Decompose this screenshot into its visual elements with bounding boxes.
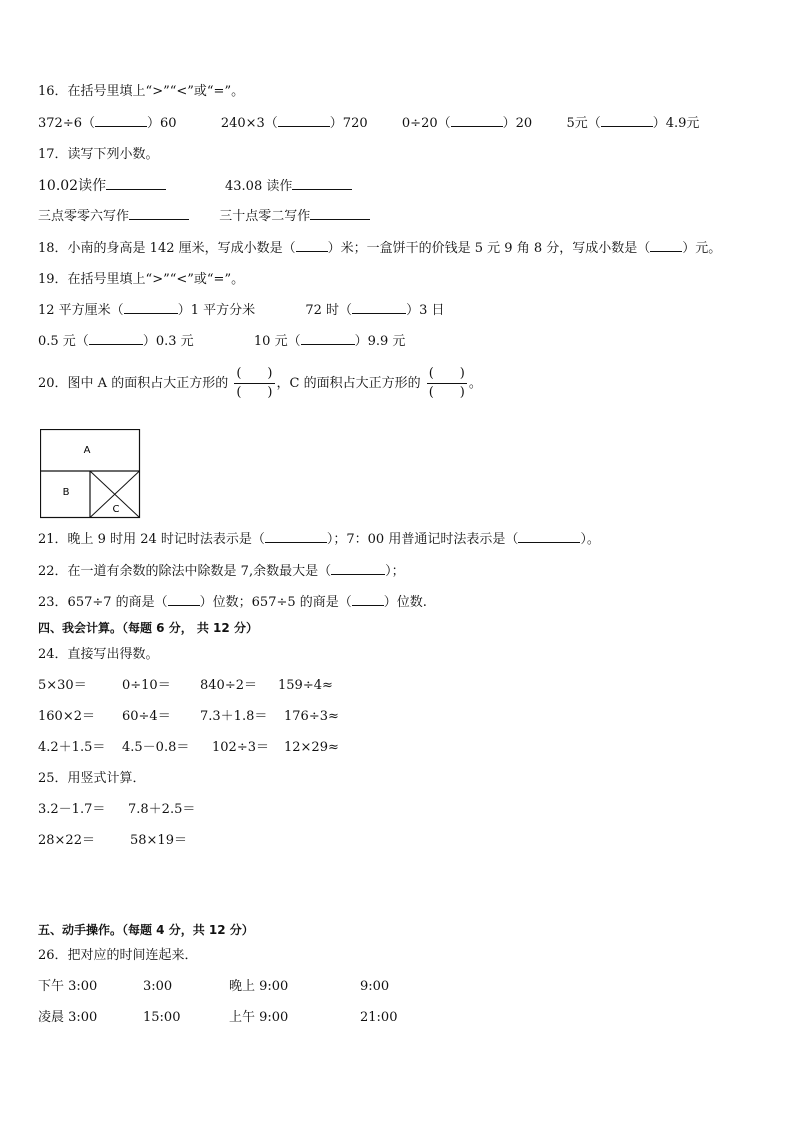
q16-item-2b: ）720 bbox=[329, 116, 368, 131]
q24-cell: 160×2＝ bbox=[38, 709, 95, 724]
answer-blank[interactable] bbox=[89, 332, 143, 345]
q24-cell: 4.2＋1.5＝ bbox=[38, 740, 106, 755]
q19-r1c: 72 时（ bbox=[305, 303, 353, 318]
answer-blank[interactable] bbox=[352, 301, 406, 314]
q22-p1: 22．在一道有余数的除法中除数是 7,余数最大是（ bbox=[38, 564, 332, 579]
q23-p1: 23．657÷7 的商是（ bbox=[38, 595, 168, 610]
q19-r2c: 10 元（ bbox=[253, 334, 301, 349]
fraction-denominator: ( ) bbox=[236, 385, 273, 400]
q24-title: 24．直接写出得数。 bbox=[38, 647, 159, 662]
label-b: B bbox=[62, 487, 70, 498]
q22 bbox=[38, 562, 405, 582]
q19-row1 bbox=[38, 301, 444, 321]
q22-p2: ）； bbox=[385, 564, 405, 579]
answer-blank[interactable] bbox=[310, 207, 370, 220]
label-c: C bbox=[112, 504, 120, 515]
q18-p1: 18．小南的身高是 142 厘米，写成小数是（ bbox=[38, 241, 296, 256]
q25-cell: 7.8＋2.5＝ bbox=[128, 802, 196, 817]
q24-cell: 159÷4≈ bbox=[278, 678, 333, 693]
answer-blank[interactable] bbox=[278, 114, 330, 127]
q16-item-3: 0÷20（ bbox=[401, 116, 451, 131]
q17-c: 三点零零六写作 bbox=[38, 209, 130, 224]
q24-cell: 0÷10＝ bbox=[122, 678, 171, 693]
q26-cell[interactable]: 晚上 9:00 bbox=[229, 979, 289, 994]
answer-blank[interactable] bbox=[95, 114, 147, 127]
q19-r2b: ）0.3 元 bbox=[142, 334, 194, 349]
answer-blank[interactable] bbox=[331, 562, 385, 575]
q18 bbox=[38, 239, 721, 259]
q24-cell: 12×29≈ bbox=[284, 740, 339, 755]
q24-cell: 4.5－0.8＝ bbox=[122, 740, 190, 755]
section-4-title: 四、我会计算。（每题 6 分， 共 12 分） bbox=[38, 621, 258, 635]
q26-cell[interactable]: 15:00 bbox=[143, 1010, 181, 1025]
square-figure bbox=[40, 429, 142, 519]
answer-blank[interactable] bbox=[106, 177, 166, 190]
q23 bbox=[38, 593, 427, 613]
q21-p2: ）；7：00 用普通记时法表示是（ bbox=[326, 532, 519, 547]
q26-cell[interactable]: 凌晨 3:00 bbox=[38, 1010, 98, 1025]
answer-blank[interactable] bbox=[352, 593, 384, 606]
q26-cell[interactable]: 21:00 bbox=[360, 1010, 398, 1025]
q26-cell[interactable]: 9:00 bbox=[360, 979, 390, 994]
q25-cell: 58×19＝ bbox=[130, 833, 187, 848]
q19-r1a: 12 平方厘米（ bbox=[38, 303, 124, 318]
answer-blank[interactable] bbox=[601, 114, 653, 127]
q16-title: 16．在括号里填上“>”“<”或“=”。 bbox=[38, 84, 245, 99]
q24-cell: 840÷2＝ bbox=[200, 678, 257, 693]
q19-r2d: ）9.9 元 bbox=[354, 334, 406, 349]
q24-cell: 7.3＋1.8＝ bbox=[200, 709, 268, 724]
q16-item-2: 240×3（ bbox=[220, 116, 278, 131]
q16-item-1b: ）60 bbox=[146, 116, 177, 131]
q16-item-4b: ）4.9元 bbox=[652, 116, 700, 131]
q26-cell[interactable]: 下午 3:00 bbox=[38, 979, 98, 994]
answer-blank[interactable] bbox=[518, 530, 580, 543]
q21-p1: 21．晚上 9 时用 24 时记时法表示是（ bbox=[38, 532, 265, 547]
q21 bbox=[38, 530, 600, 550]
answer-blank[interactable] bbox=[301, 332, 355, 345]
answer-blank[interactable] bbox=[265, 530, 327, 543]
q17-title: 17．读写下列小数。 bbox=[38, 147, 159, 162]
q20-p2: ，C 的面积占大正方形的 bbox=[276, 376, 421, 391]
q21-p3: ）。 bbox=[580, 532, 600, 547]
answer-blank[interactable] bbox=[292, 177, 352, 190]
q20-p1: 20．图中 A 的面积占大正方形的 bbox=[38, 376, 229, 391]
q19-r1d: ）3 日 bbox=[406, 303, 445, 318]
q23-p2: ）位数；657÷5 的商是（ bbox=[199, 595, 352, 610]
fraction-blank-c[interactable] bbox=[427, 365, 467, 402]
fraction-denominator: ( ) bbox=[428, 385, 465, 400]
q17-d: 三十点零二写作 bbox=[219, 209, 311, 224]
q19-title: 19．在括号里填上“>”“<”或“=”。 bbox=[38, 272, 245, 287]
q19-r2a: 0.5 元（ bbox=[38, 334, 89, 349]
q25-title: 25．用竖式计算． bbox=[38, 771, 146, 786]
q24-cell: 176÷3≈ bbox=[284, 709, 339, 724]
q17-a: 10.02读作 bbox=[38, 178, 107, 194]
q16-item-1: 372÷6（ bbox=[38, 116, 95, 131]
q20-p3: 。 bbox=[468, 376, 482, 391]
q19-row2 bbox=[38, 332, 405, 352]
answer-blank[interactable] bbox=[129, 207, 189, 220]
q25-cell: 3.2－1.7＝ bbox=[38, 802, 106, 817]
q16-item-3b: ）20 bbox=[502, 116, 533, 131]
answer-blank[interactable] bbox=[168, 593, 200, 606]
q26-cell[interactable]: 3:00 bbox=[143, 979, 173, 994]
answer-blank[interactable] bbox=[650, 239, 682, 252]
q17-row2 bbox=[38, 207, 370, 227]
q17-row1 bbox=[38, 176, 352, 197]
q20 bbox=[38, 364, 482, 404]
label-a: A bbox=[83, 445, 91, 456]
q18-p2: ）米；一盒饼干的价钱是 5 元 9 角 8 分，写成小数是（ bbox=[327, 241, 651, 256]
q16-item-4: 5元（ bbox=[566, 116, 601, 131]
fraction-blank-a[interactable] bbox=[234, 365, 274, 402]
q16-row bbox=[38, 114, 699, 134]
q24-cell: 102÷3＝ bbox=[212, 740, 269, 755]
answer-blank[interactable] bbox=[451, 114, 503, 127]
q25-cell: 28×22＝ bbox=[38, 833, 95, 848]
q18-p3: ）元。 bbox=[682, 241, 722, 256]
q26-title: 26．把对应的时间连起来． bbox=[38, 948, 198, 963]
answer-blank[interactable] bbox=[124, 301, 178, 314]
q26-cell[interactable]: 上午 9:00 bbox=[229, 1010, 289, 1025]
q19-r1b: ）1 平方分米 bbox=[177, 303, 256, 318]
fraction-numerator: ( ) bbox=[427, 365, 467, 384]
q23-p3: ）位数. bbox=[383, 595, 427, 610]
fraction-numerator: ( ) bbox=[234, 365, 274, 384]
q17-b: 43.08 读作 bbox=[225, 179, 293, 194]
answer-blank[interactable] bbox=[296, 239, 328, 252]
q24-cell: 5×30＝ bbox=[38, 678, 87, 693]
section-5-title: 五、动手操作。（每题 4 分，共 12 分） bbox=[38, 923, 254, 937]
q24-cell: 60÷4＝ bbox=[122, 709, 171, 724]
